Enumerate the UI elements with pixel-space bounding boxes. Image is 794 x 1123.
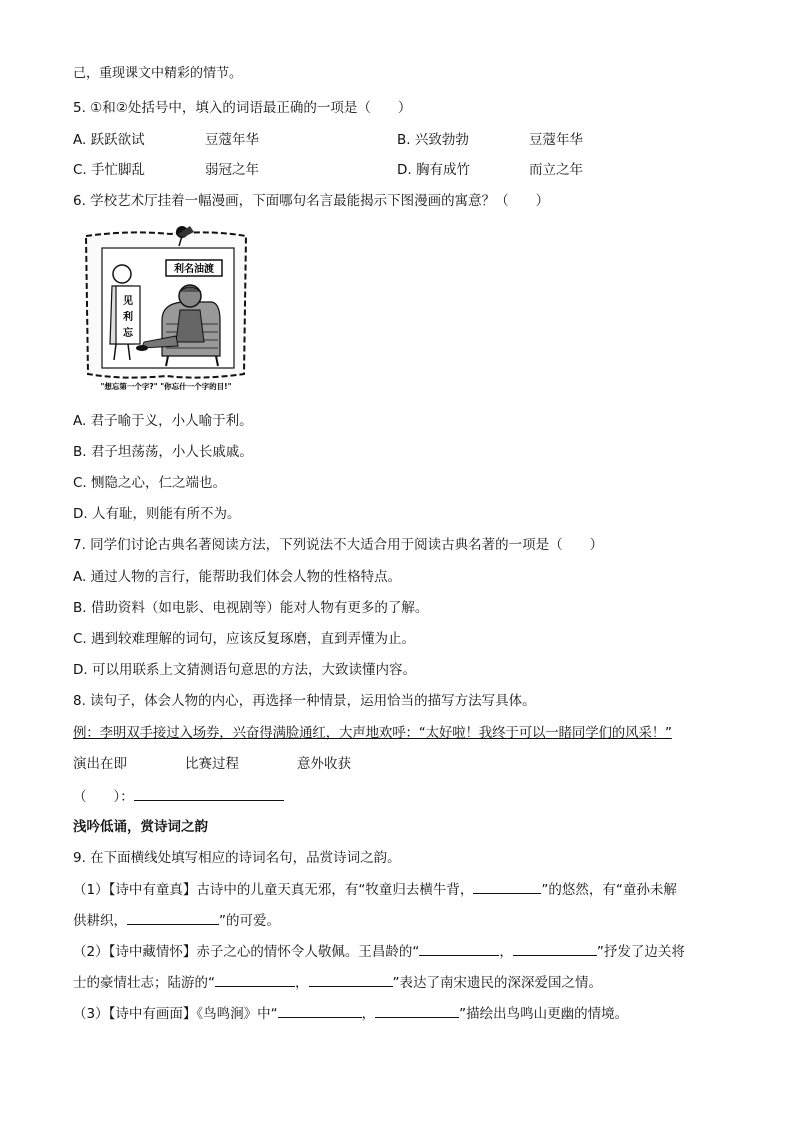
q9-part-2-line-2 [73, 972, 602, 993]
q9-p3-text-a: （3）【诗中有画面】《鸟鸣涧》中“ [73, 1006, 278, 1022]
q9-p1-text-a: （1）【诗中有童真】古诗中的儿童天真无邪，有“牧童归去横牛背， [73, 882, 474, 898]
q8-answer-line [73, 786, 284, 807]
question-9-stem: 9. 在下面横线处填写相应的诗词名句，品赏诗词之韵。 [73, 850, 401, 866]
q7-option-a[interactable]: A. 通过人物的言行，能帮助我们体会人物的性格特点。 [73, 569, 402, 585]
cartoon-sign-text: 利名油渡 [174, 264, 214, 275]
q6-option-c[interactable]: C. 恻隐之心，仁之端也。 [73, 475, 227, 491]
q9-p2-text-f: ”表达了南宋遗民的深深爱国之情。 [392, 975, 602, 991]
cartoon-image [82, 224, 250, 396]
q7-option-b[interactable]: B. 借助资料（如电影、电视剧等）能对人物有更多的了解。 [73, 600, 429, 616]
q9-part-2-line-1 [73, 941, 685, 962]
q7-option-c[interactable]: C. 遇到较难理解的词句，应该反复琢磨，直到弄懂为止。 [73, 631, 416, 647]
q6-option-a[interactable]: A. 君子喻于义，小人喻于利。 [73, 413, 253, 429]
q9-p3-text-b: ， [361, 1006, 376, 1022]
cartoon-caption: "想忘第一个字?" "你忘什一个字的目!" [100, 382, 232, 391]
q8-example: 例：李明双手接过入场券，兴奋得满脸通红，大声地欢呼：“太好啦！我终于可以一睹同学们的风采！” [73, 725, 672, 741]
cartoon-sign [166, 260, 222, 276]
q5-option-c-word2: 弱冠之年 [205, 162, 259, 178]
q9-p2-blank-3[interactable] [215, 972, 295, 987]
q8-choice-1[interactable]: 演出在即 [73, 756, 127, 772]
q7-option-d[interactable]: D. 可以用联系上文猜测语句意思的方法，大致读懂内容。 [73, 662, 416, 678]
scroll-char-3: 忘 [123, 328, 133, 339]
q9-p1-text-c: 供耕织， [73, 913, 127, 929]
q5-option-a-word1: A. 跃跃欲试 [73, 132, 145, 148]
q5-option-b[interactable] [397, 130, 469, 150]
section-title: 浅吟低诵，赏诗词之韵 [73, 819, 208, 835]
q6-option-b[interactable]: B. 君子坦荡荡，小人长戚戚。 [73, 444, 253, 460]
q9-p1-text-d: ”的可爱。 [219, 913, 280, 929]
q9-p2-text-a: （2）【诗中藏情怀】赤子之心的情怀令人敬佩。王昌龄的“ [73, 944, 420, 960]
q9-part-1-line-2 [73, 910, 280, 931]
q8-choice-2[interactable]: 比赛过程 [185, 756, 239, 772]
q5-option-a[interactable] [73, 130, 145, 150]
question-5-stem: 5. ①和②处括号中，填入的词语最正确的一项是（ ） [73, 100, 412, 116]
q5-option-d-word2: 而立之年 [529, 162, 583, 178]
q5-option-d-word1: D. 胸有成竹 [397, 162, 470, 178]
q5-option-c-word1: C. 手忙脚乱 [73, 162, 146, 178]
q8-answer-prefix: （ ）： [73, 789, 134, 805]
q9-p2-text-d: 士的豪情壮志；陆游的“ [73, 975, 215, 991]
q5-option-c[interactable] [73, 160, 145, 180]
question-8-stem: 8. 读句子，体会人物的内心，再选择一种情景，运用恰当的描写方法写具体。 [73, 693, 536, 709]
q9-p2-text-e: ， [295, 975, 309, 991]
q9-p3-blank-2[interactable] [375, 1003, 459, 1018]
q9-part-3-line-1 [73, 1003, 628, 1024]
q9-p2-text-b: ， [499, 944, 513, 960]
scroll-char-1: 见 [123, 296, 133, 307]
q9-p2-text-c: ”抒发了边关将 [596, 944, 685, 960]
scroll-char-2: 利 [123, 312, 133, 323]
q9-p3-text-c: ”描绘出鸟鸣山更幽的情境。 [459, 1006, 629, 1022]
q5-option-a-word2: 豆蔻年华 [205, 132, 259, 148]
q9-p1-blank-2[interactable] [127, 910, 219, 925]
question-7-stem: 7. 同学们讨论古典名著阅读方法，下列说法不大适合用于阅读古典名著的一项是（ ） [73, 537, 604, 553]
q5-option-d[interactable] [397, 160, 470, 180]
q9-p2-blank-2[interactable] [513, 941, 597, 956]
q9-p1-blank-1[interactable] [473, 879, 541, 894]
q9-p2-blank-1[interactable] [419, 941, 499, 956]
question-6-stem: 6. 学校艺术厅挂着一幅漫画，下面哪句名言最能揭示下图漫画的寓意？（ ） [73, 193, 550, 209]
q8-choice-3[interactable]: 意外收获 [297, 756, 351, 772]
q9-p1-text-b: ”的悠然，有“童孙未解 [541, 882, 677, 898]
q6-option-d[interactable]: D. 人有耻，则能有所不为。 [73, 506, 241, 522]
q9-p2-blank-4[interactable] [309, 972, 393, 987]
q9-part-1-line-1 [73, 879, 677, 900]
q8-answer-field[interactable] [134, 786, 284, 801]
continuation-text: 己，重现课文中精彩的情节。 [73, 66, 243, 81]
q5-option-b-word1: B. 兴致勃勃 [397, 132, 469, 148]
q9-p3-blank-1[interactable] [278, 1003, 362, 1018]
q5-option-b-word2: 豆蔻年华 [529, 132, 583, 148]
